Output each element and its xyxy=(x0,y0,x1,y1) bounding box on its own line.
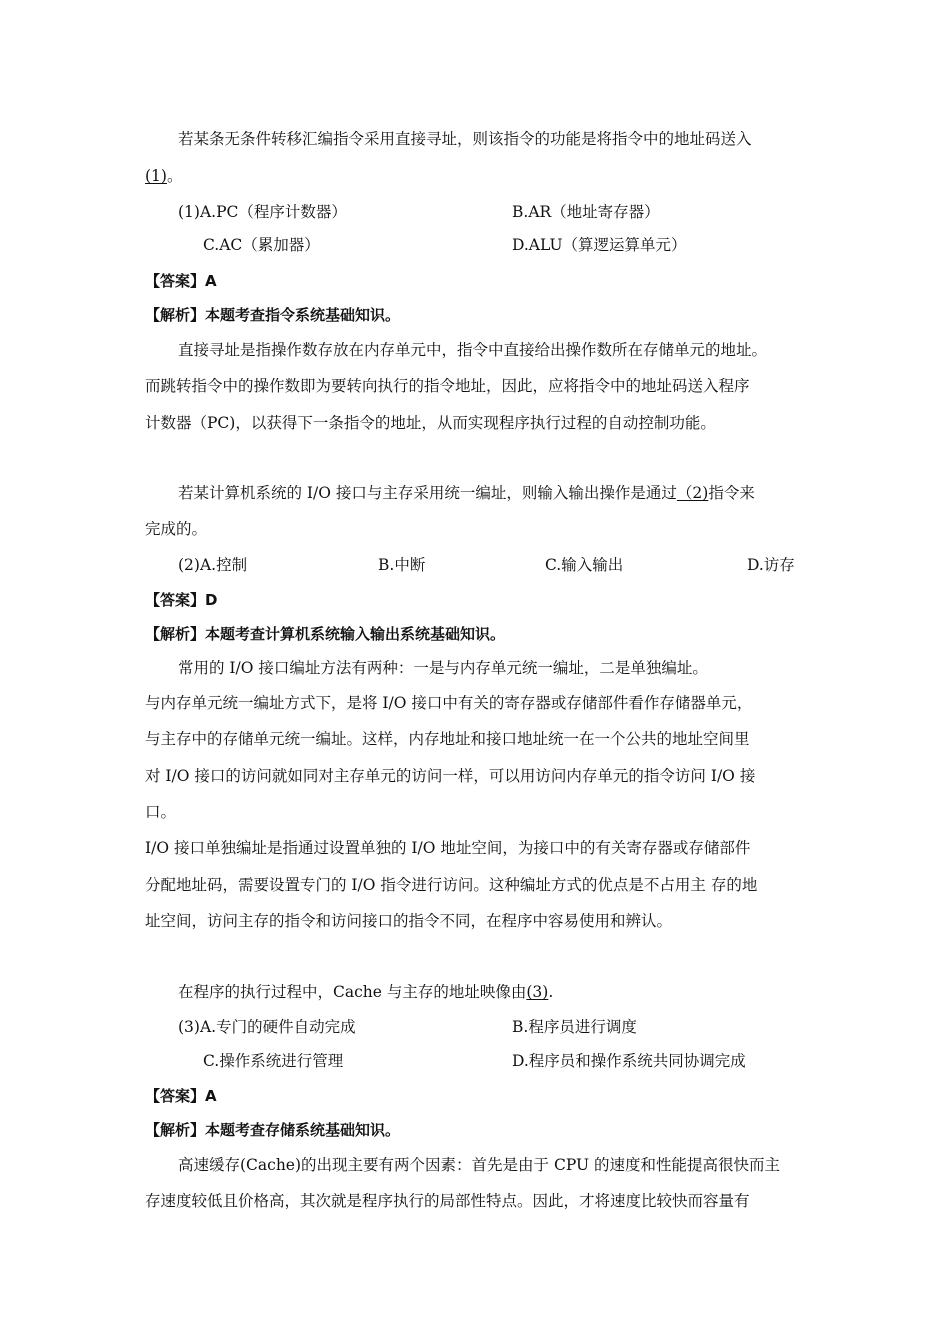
q3-option-a: (3)A.专门的硬件自动完成 xyxy=(178,1018,356,1036)
q1-analysis-title: 【解析】本题考查指令系统基础知识。 xyxy=(145,306,401,324)
q2-stem-post: 指令来 xyxy=(708,484,755,502)
q2-blank: （2) xyxy=(676,484,709,502)
q1-option-c: C.AC（累加器） xyxy=(203,236,320,254)
q2-option-d: D.访存 xyxy=(747,556,795,574)
q1-option-d: D.ALU（算逻运算单元） xyxy=(512,236,687,254)
q2-option-c: C.输入输出 xyxy=(545,556,624,574)
q2-analysis-line: 口。 xyxy=(145,803,177,821)
q2-analysis-line: I/O 接口单独编址是指通过设置单独的 I/O 地址空间，为接口中的有关寄存器或存储部件 xyxy=(145,839,751,857)
q2-analysis-line: 址空间，访问主存的指令和访问接口的指令不同，在程序中容易使用和辨认。 xyxy=(145,912,673,930)
q2-analysis-line: 与主存中的存储单元统一编址。这样，内存地址和接口地址统一在一个公共的地址空间里 xyxy=(145,730,750,748)
q3-stem-post: . xyxy=(548,983,554,1001)
q2-stem-line1 xyxy=(178,483,755,503)
q3-blank: (3) xyxy=(526,983,549,1001)
q2-analysis-line: 分配地址码，需要设置专门的 I/O 指令进行访问。这种编址方式的优点是不占用主 存的地 xyxy=(145,876,758,894)
q2-answer: 【答案】D xyxy=(145,591,218,609)
q2-option-a: (2)A.控制 xyxy=(178,556,248,574)
q3-option-c: C.操作系统进行管理 xyxy=(203,1052,344,1070)
q3-analysis-line: 存速度较低且价格高，其次就是程序执行的局部性特点。因此，才将速度比较快而容量有 xyxy=(145,1192,750,1210)
q3-analysis-line: 高速缓存(Cache)的出现主要有两个因素：首先是由于 CPU 的速度和性能提高很快而主 xyxy=(178,1156,780,1174)
q1-stem-line1: 若某条无条件转移汇编指令采用直接寻址，则该指令的功能是将指令中的地址码送入 xyxy=(178,130,752,148)
q2-analysis-line: 对 I/O 接口的访问就如同对主存单元的访问一样，可以用访问内存单元的指令访问 I/O 接 xyxy=(145,767,756,785)
q3-option-d: D.程序员和操作系统共同协调完成 xyxy=(512,1052,746,1070)
q1-analysis-line: 而跳转指令中的操作数即为要转向执行的指令地址，因此，应将指令中的地址码送入程序 xyxy=(145,377,750,395)
q2-stem-line2: 完成的。 xyxy=(145,520,208,538)
q2-stem-pre: 若某计算机系统的 I/O 接口与主存采用统一编址，则输入输出操作是通过 xyxy=(178,484,677,502)
q3-stem xyxy=(178,982,553,1002)
q3-answer: 【答案】A xyxy=(145,1087,217,1105)
q3-stem-pre: 在程序的执行过程中，Cache 与主存的地址映像由 xyxy=(178,983,527,1001)
q1-blank: (1) xyxy=(145,167,167,185)
q1-option-b: B.AR（地址寄存器） xyxy=(512,203,660,221)
q2-analysis-line: 常用的 I/O 接口编址方法有两种：一是与内存单元统一编址，二是单独编址。 xyxy=(178,659,708,677)
q1-analysis-line: 计数器（PC)，以获得下一条指令的地址，从而实现程序执行过程的自动控制功能。 xyxy=(145,414,716,432)
q1-stem-end: 。 xyxy=(166,167,183,185)
q1-answer: 【答案】A xyxy=(145,272,217,290)
q2-option-b: B.中断 xyxy=(378,556,426,574)
q1-stem-line2 xyxy=(145,166,182,186)
q3-analysis-title: 【解析】本题考查存储系统基础知识。 xyxy=(145,1121,401,1139)
q1-option-a: (1)A.PC（程序计数器） xyxy=(178,203,347,221)
q3-option-b: B.程序员进行调度 xyxy=(512,1018,637,1036)
q2-analysis-title: 【解析】本题考查计算机系统输入输出系统基础知识。 xyxy=(145,625,506,643)
q2-analysis-line: 与内存单元统一编址方式下，是将 I/O 接口中有关的寄存器或存储部件看作存储器单元， xyxy=(145,694,753,712)
q1-analysis-line: 直接寻址是指操作数存放在内存单元中，指令中直接给出操作数所在存储单元的地址。 xyxy=(178,341,768,359)
